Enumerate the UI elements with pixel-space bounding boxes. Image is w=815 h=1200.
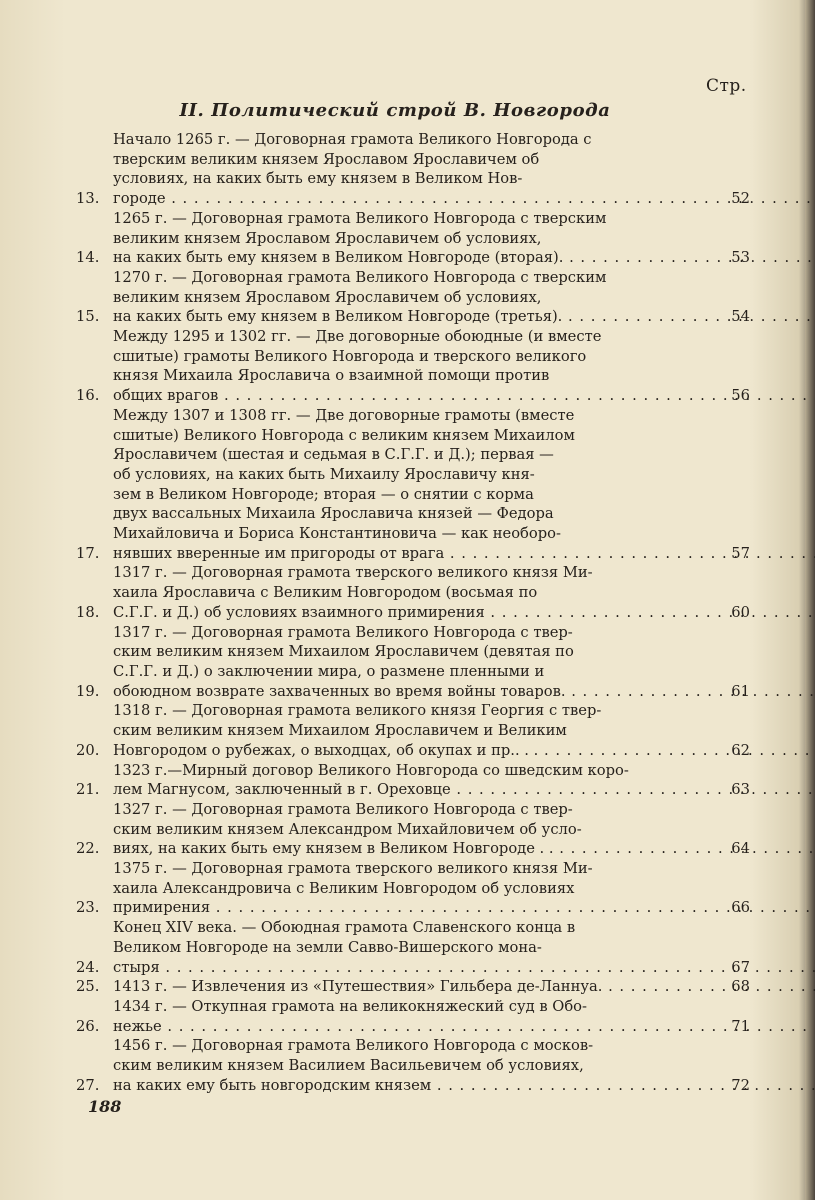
toc-entry-page: 71 (731, 1017, 750, 1035)
toc-entry-number: 15. (76, 308, 100, 326)
toc-entry-text (113, 701, 815, 760)
toc-entry (76, 268, 756, 327)
toc-entry-line: 1317 г. — Договорная грамота тверского великого князя Ми- (113, 564, 593, 582)
toc-entry-line: виях, на каких быть ему князем в Великом Новгороде . . . . . (113, 839, 815, 859)
toc-entry (76, 977, 756, 997)
toc-entry-line: С.Г.Г. и Д.) об условиях взаимного примирения . . . (113, 603, 815, 623)
toc-entry-line: сшитые) Великого Новгорода с великим князем Михаилом (113, 426, 575, 444)
toc-entry-line: князя Михаила Ярославича о взаимной помощи против (113, 367, 550, 385)
toc-entry-line: ским великим князем Александром Михайловичем об усло- (113, 820, 582, 838)
toc-entry-line: Конец XIV века. — Обоюдная грамота Славенского конца в (113, 919, 576, 937)
toc-entry-line: на каких быть ему князем в Великом Новгороде (вторая). . . . (113, 248, 815, 268)
toc-entry-line: тверским великим князем Ярославом Ярославичем об (113, 150, 540, 168)
toc-entry (76, 130, 756, 209)
toc-entry (76, 997, 756, 1036)
toc-entry-page: 66 (731, 899, 750, 917)
toc-entry (76, 209, 756, 268)
toc-entry-line: великим князем Ярославом Ярославичем об условиях, (113, 229, 542, 247)
toc-entry-number: 27. (76, 1076, 100, 1094)
table-of-contents (76, 130, 756, 1095)
toc-entry-line: зем в Великом Новгороде; вторая — о снятии с корма (113, 485, 534, 503)
toc-entry-line: 1265 г. — Договорная грамота Великого Новгорода с тверским (113, 209, 607, 227)
toc-entry-line: сшитые) грамоты Великого Новгорода и тверского великого (113, 347, 587, 365)
toc-entry-line: 1270 г. — Договорная грамота Великого Новгорода с тверским (113, 268, 607, 286)
page-number: 188 (88, 1097, 122, 1116)
toc-entry-page: 54 (731, 308, 750, 326)
toc-entry-line: Между 1295 и 1302 гг. — Две договорные обоюдные (и вместе (113, 328, 602, 346)
toc-entry-line: 1375 г. — Договорная грамота тверского великого князя Ми- (113, 860, 593, 878)
toc-entry-line: хаила Александровича с Великим Новгородом об условиях (113, 879, 575, 897)
toc-entry-number: 25. (76, 978, 100, 996)
toc-entry-page: 61 (731, 682, 750, 700)
toc-entry-line: 1413 г. — Извлечения из «Путешествия» Гильбера де-Ланнуа. . . . (113, 977, 815, 997)
toc-entry-page: 68 (731, 978, 750, 996)
toc-entry (76, 859, 756, 918)
toc-entry-line: Михайловича и Бориса Константиновича — как необоро- (113, 525, 561, 543)
toc-entry-line: 1456 г. — Договорная грамота Великого Новгорода с москов- (113, 1037, 594, 1055)
toc-entry-number: 22. (76, 840, 100, 858)
toc-entry-page: 62 (731, 741, 750, 759)
toc-entry-page: 60 (731, 603, 750, 621)
toc-entry-line: Начало 1265 г. — Договорная грамота Великого Новгорода с (113, 131, 592, 148)
toc-entry-line: 1434 г. — Откупная грамота на великокняжеский суд в Обо- (113, 997, 587, 1015)
toc-entry-line: Между 1307 и 1308 гг. — Две договорные грамоты (вместе (113, 406, 575, 424)
toc-entry-number: 14. (76, 249, 100, 267)
toc-entry-text (113, 977, 815, 997)
toc-entry (76, 1036, 756, 1095)
toc-entry-line: ским великим князем Михаилом Ярославичем (девятая по (113, 643, 574, 661)
toc-entry-text (113, 1036, 815, 1095)
toc-entry-line: нявших вверенные им пригороды от врага . . . (113, 544, 815, 564)
toc-entry-line: стыря . . . (113, 958, 815, 978)
toc-entry-line: ским великим князем Михаилом Ярославичем и Великим (113, 722, 567, 740)
toc-entry-line: 1323 г.—Мирный договор Великого Новгорода со шведским коро- (113, 761, 629, 779)
toc-entry-text (113, 130, 815, 209)
toc-entry (76, 701, 756, 760)
toc-entry-text (113, 327, 815, 406)
toc-entry-number: 23. (76, 899, 100, 917)
toc-entry (76, 327, 756, 406)
toc-entry-line: ским великим князем Василием Васильевичем об условиях, (113, 1057, 584, 1075)
toc-entry-line: 1327 г. — Договорная грамота Великого Новгорода с твер- (113, 800, 573, 818)
toc-entry-line: 1318 г. — Договорная грамота великого князя Георгия с твер- (113, 702, 602, 720)
toc-entry-page: 53 (731, 249, 750, 267)
toc-entry-page: 56 (731, 387, 750, 405)
toc-entry-line: на каких ему быть новгородским князем . . . (113, 1076, 815, 1096)
toc-entry-page: 67 (731, 958, 750, 976)
toc-entry-number: 24. (76, 958, 100, 976)
toc-entry-line: примирения . . . (113, 898, 815, 918)
toc-entry-line: нежье . . . (113, 1017, 815, 1037)
section-title: II. Политический строй В. Новгорода (179, 100, 611, 121)
toc-entry (76, 623, 756, 702)
toc-entry-line: хаила Ярославича с Великим Новгородом (восьмая по (113, 584, 538, 602)
toc-entry-line: обоюдном возврате захваченных во время войны товаров. . . . (113, 682, 815, 702)
toc-entry-line: условиях, на каких быть ему князем в Великом Нов- (113, 170, 523, 188)
toc-entry-text (113, 918, 815, 977)
toc-entry-line: городе . . . (113, 189, 815, 209)
toc-entry-line: Ярославичем (шестая и седьмая в С.Г.Г. и Д.); первая — (113, 446, 554, 464)
toc-entry-text (113, 563, 815, 622)
toc-entry-text (113, 268, 815, 327)
toc-entry-text (113, 800, 815, 859)
toc-entry-number: 16. (76, 387, 100, 405)
toc-entry-text (113, 997, 815, 1036)
toc-entry (76, 800, 756, 859)
toc-entry-line: Великом Новгороде на земли Савво-Вишерского мона- (113, 938, 542, 956)
toc-entry (76, 918, 756, 977)
toc-entry-line: двух вассальных Михаила Ярославича князей — Федора (113, 505, 554, 523)
toc-entry (76, 761, 756, 800)
toc-entry-page: 57 (731, 544, 750, 562)
toc-entry-page: 52 (731, 190, 750, 208)
toc-entry-number: 18. (76, 603, 100, 621)
toc-entry-text (113, 761, 815, 800)
toc-entry-line: об условиях, на каких быть Михаилу Ярославичу кня- (113, 465, 535, 483)
page-column-label: Стр. (706, 76, 747, 96)
toc-entry-line: общих врагов . . . (113, 386, 815, 406)
toc-entry-text (113, 859, 815, 918)
toc-entry-number: 17. (76, 544, 100, 562)
toc-entry-line: 1317 г. — Договорная грамота Великого Новгорода с твер- (113, 623, 573, 641)
toc-entry-number: 21. (76, 781, 100, 799)
toc-entry-text (113, 209, 815, 268)
toc-entry-text (113, 406, 815, 564)
toc-entry-line: на каких быть ему князем в Великом Новгороде (третья). . . . (113, 307, 815, 327)
toc-entry-line: С.Г.Г. и Д.) о заключении мира, о размене пленными и (113, 662, 545, 680)
toc-entry-number: 26. (76, 1017, 100, 1035)
toc-entry-number: 20. (76, 741, 100, 759)
toc-entry (76, 406, 756, 564)
toc-entry-number: 13. (76, 190, 100, 208)
toc-entry-line: великим князем Ярославом Ярославичем об условиях, (113, 288, 542, 306)
toc-entry-line: Новгородом о рубежах, о выходцах, об окупах и пр.. . . . . . (113, 741, 815, 761)
toc-entry-page: 64 (731, 840, 750, 858)
toc-entry-page: 63 (731, 781, 750, 799)
toc-entry-line: лем Магнусом, заключенный в г. Ореховце . . . (113, 780, 815, 800)
toc-entry-page: 72 (731, 1076, 750, 1094)
toc-entry (76, 563, 756, 622)
toc-entry-text (113, 623, 815, 702)
toc-entry-number: 19. (76, 682, 100, 700)
